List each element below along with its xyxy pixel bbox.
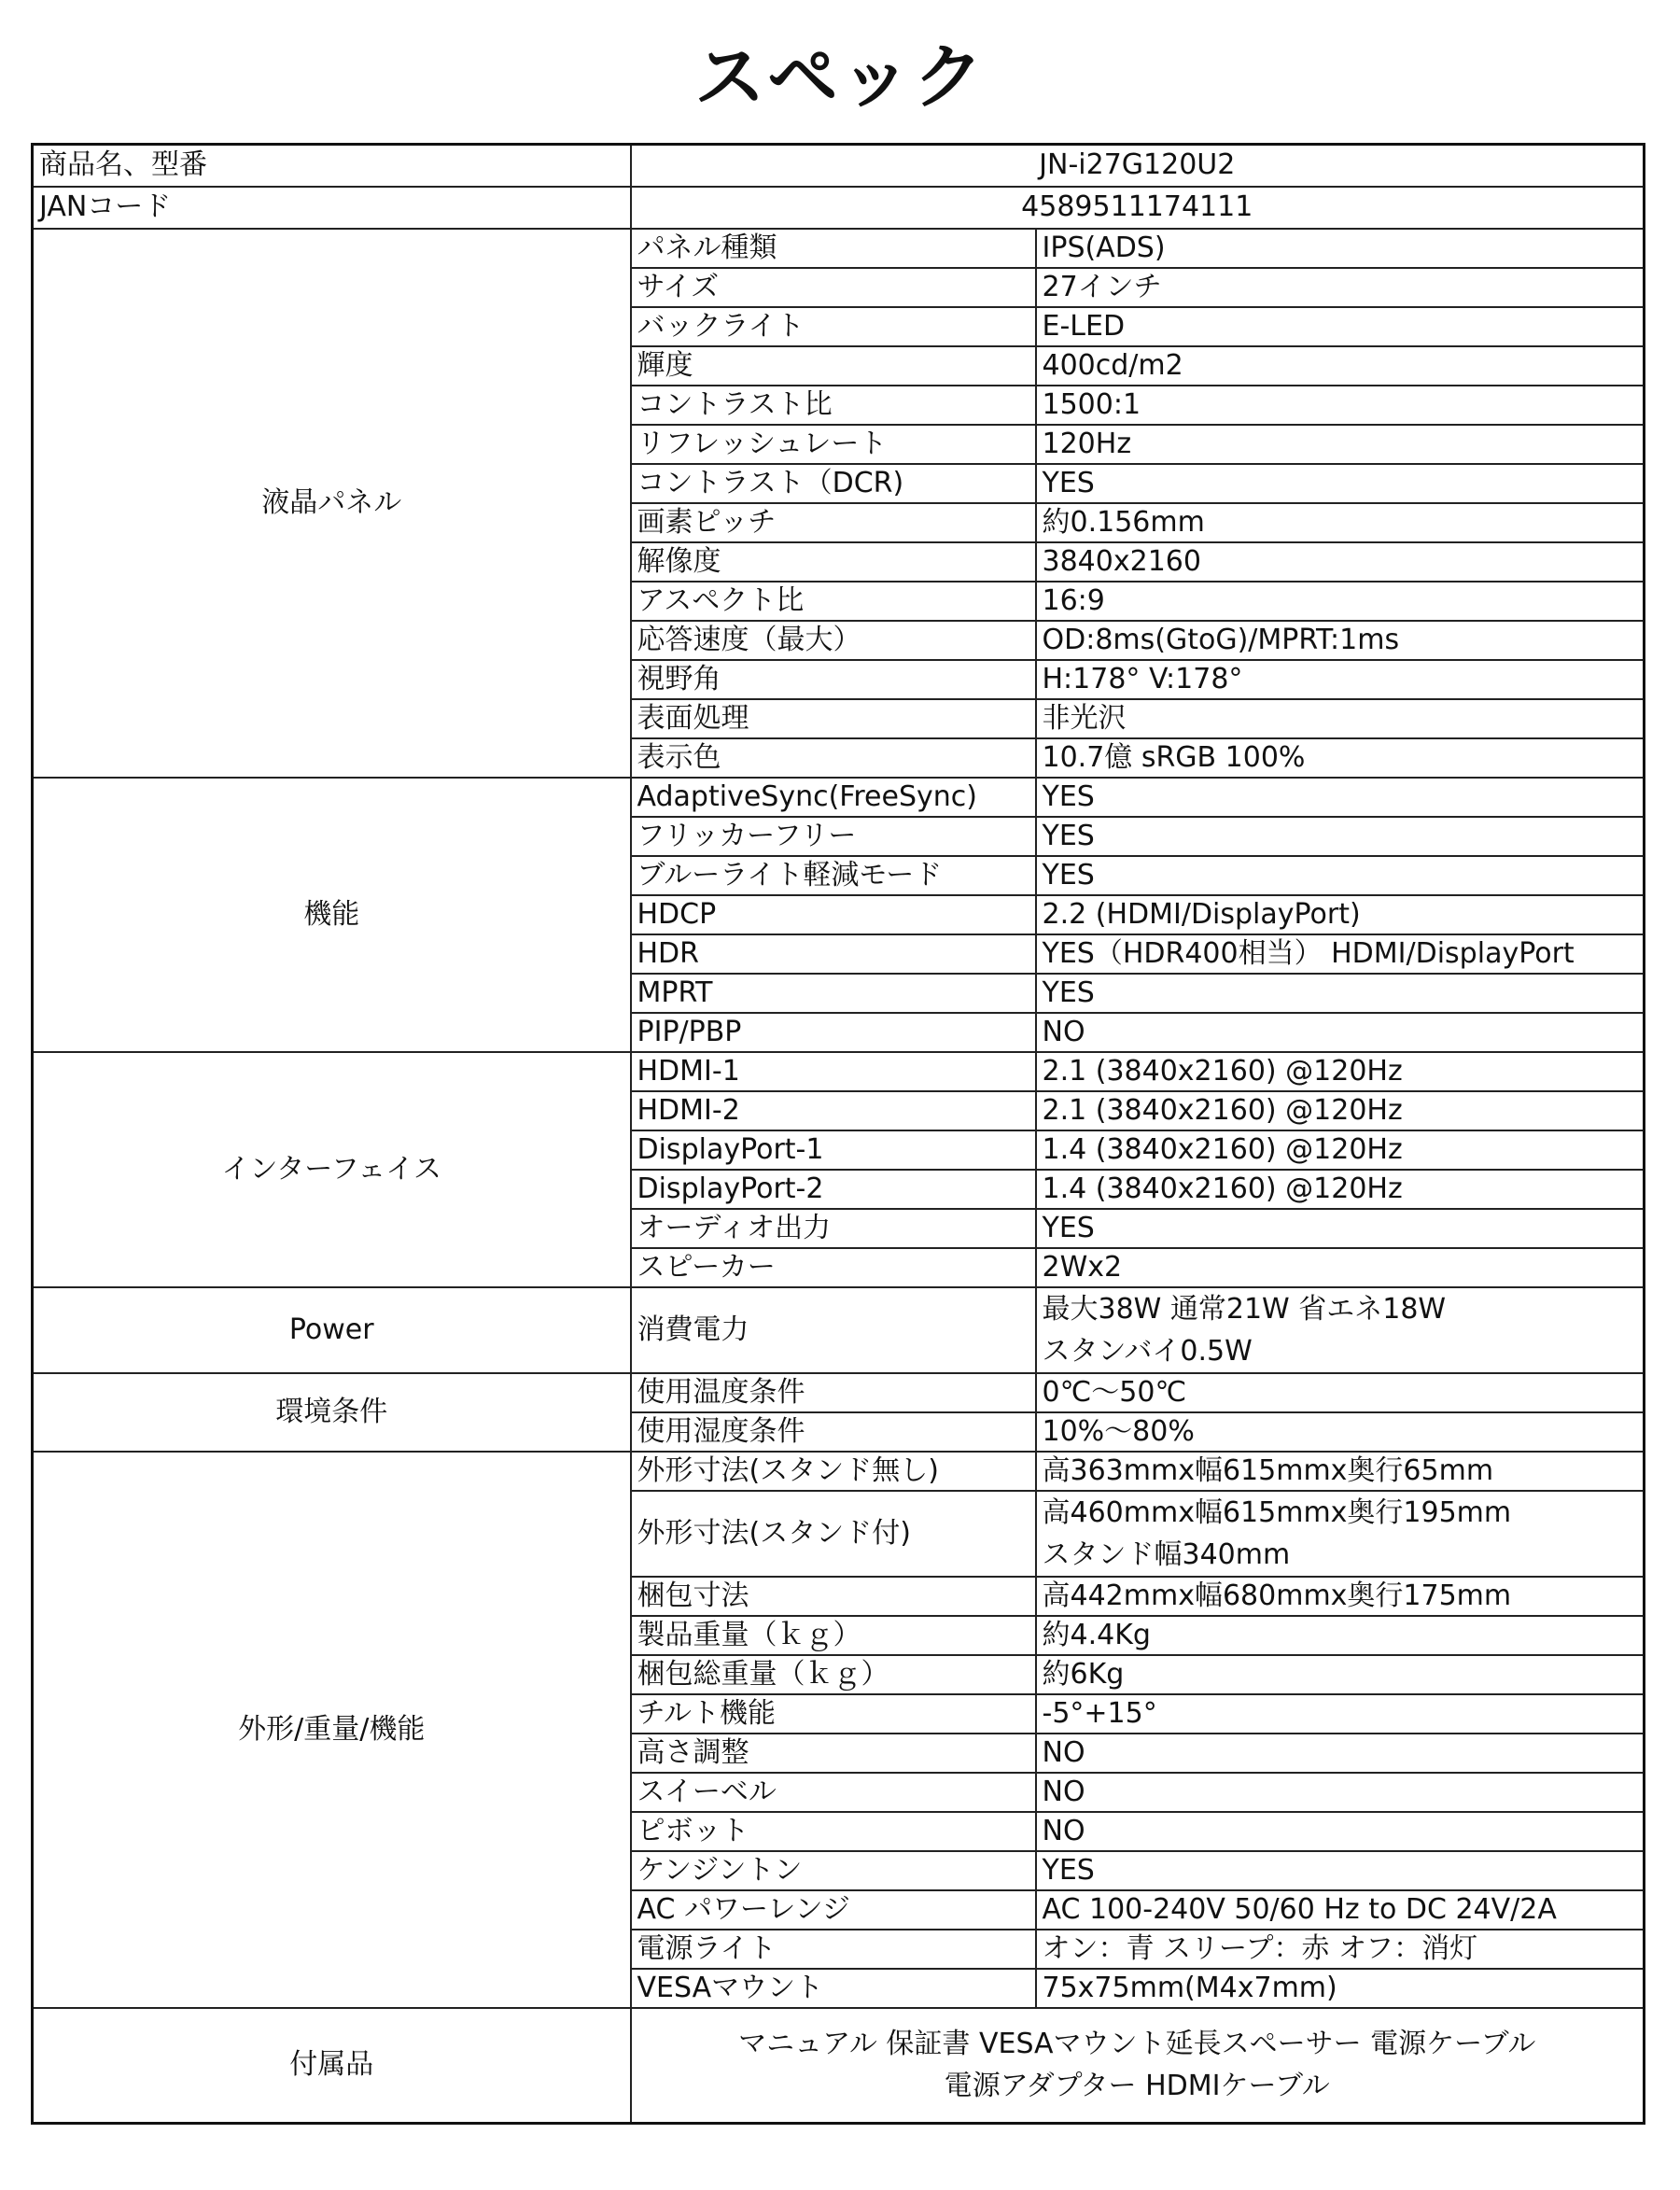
accessories-line: 電源アダプター HDMIケーブル <box>944 2070 1330 2103</box>
table-row <box>33 1373 1645 1412</box>
spec-value-cell <box>1036 778 1645 817</box>
spec-value-cell <box>1036 1577 1645 1616</box>
spec-name: 表面処理 <box>631 699 1036 738</box>
section-label: 外形/重量/機能 <box>33 1452 631 2008</box>
spec-value-cell <box>1036 268 1645 307</box>
spec-name: 高さ調整 <box>631 1734 1036 1773</box>
spec-name: 使用温度条件 <box>631 1373 1036 1412</box>
spec-name: DisplayPort-2 <box>631 1170 1036 1209</box>
accessories-label: 付属品 <box>33 2008 631 2124</box>
spec-value: 約6Kg <box>1042 1657 1125 1691</box>
spec-value: 約0.156mm <box>1042 505 1205 539</box>
section-label: 環境条件 <box>33 1373 631 1452</box>
page-title: スペック <box>694 35 986 119</box>
spec-value: E-LED <box>1042 309 1126 343</box>
spec-value: YES <box>1042 466 1095 499</box>
spec-value-cell <box>1036 229 1645 268</box>
spec-value-cell <box>1036 895 1645 934</box>
spec-name: コントラスト（DCR) <box>631 464 1036 503</box>
spec-name: リフレッシュレート <box>631 425 1036 464</box>
spec-value-cell <box>1036 1248 1645 1287</box>
spec-value-cell <box>1036 699 1645 738</box>
spec-value-cell <box>1036 660 1645 699</box>
spec-value: 75x75mm(M4x7mm) <box>1042 1971 1337 2004</box>
spec-value-cell <box>1036 621 1645 660</box>
spec-value: 2.2 (HDMI/DisplayPort) <box>1042 897 1361 931</box>
table-row <box>33 778 1645 817</box>
spec-value: 最大38W 通常21W 省エネ18W <box>1042 1292 1447 1326</box>
table-row <box>33 145 1645 187</box>
section-label: 液晶パネル <box>33 229 631 778</box>
spec-value: YES <box>1042 1853 1095 1887</box>
spec-name: 製品重量（ｋｇ） <box>631 1616 1036 1655</box>
spec-value: スタンド幅340mm <box>1042 1537 1291 1571</box>
spec-name: ピボット <box>631 1812 1036 1851</box>
spec-name: 消費電力 <box>631 1287 1036 1373</box>
table-row <box>33 1452 1645 1491</box>
spec-name: オーディオ出力 <box>631 1209 1036 1248</box>
table-row <box>33 1052 1645 1091</box>
spec-value-cell <box>1036 1373 1645 1412</box>
spec-name: VESAマウント <box>631 1969 1036 2008</box>
spec-name: AdaptiveSync(FreeSync) <box>631 778 1036 817</box>
spec-value: 1.4 (3840x2160) @120Hz <box>1042 1132 1403 1166</box>
spec-name: フリッカーフリー <box>631 817 1036 856</box>
spec-value-cell <box>1036 582 1645 621</box>
spec-name: アスペクト比 <box>631 582 1036 621</box>
spec-name: ケンジントン <box>631 1851 1036 1890</box>
spec-name: 応答速度（最大） <box>631 621 1036 660</box>
spec-value: 約4.4Kg <box>1042 1618 1151 1651</box>
section-label: インターフェイス <box>33 1052 631 1287</box>
spec-value-cell <box>1036 856 1645 895</box>
spec-name: HDCP <box>631 895 1036 934</box>
spec-value: -5°+15° <box>1042 1696 1157 1730</box>
spec-value-cell <box>1036 346 1645 386</box>
spec-value-cell <box>1036 1773 1645 1812</box>
spec-value-cell <box>1036 1170 1645 1209</box>
spec-value-cell <box>1036 1812 1645 1851</box>
spec-value-cell <box>1036 1890 1645 1930</box>
spec-value: IPS(ADS) <box>1042 231 1166 264</box>
spec-value-cell <box>1036 1287 1645 1373</box>
table-row <box>33 2008 1645 2124</box>
spec-value: 2.1 (3840x2160) @120Hz <box>1042 1093 1403 1127</box>
spec-value-cell <box>1036 464 1645 503</box>
spec-name: 視野角 <box>631 660 1036 699</box>
spec-name: スイーベル <box>631 1773 1036 1812</box>
section-label: Power <box>33 1287 631 1373</box>
spec-value: YES（HDR400相当） HDMI/DisplayPort <box>1042 936 1575 970</box>
spec-value-cell <box>1036 1052 1645 1091</box>
spec-value-cell <box>1036 1091 1645 1130</box>
spec-name: 輝度 <box>631 346 1036 386</box>
spec-value-cell <box>1036 425 1645 464</box>
spec-value: NO <box>1042 1814 1085 1847</box>
spec-value: H:178° V:178° <box>1042 662 1243 695</box>
spec-value: 非光沢 <box>1042 701 1127 735</box>
spec-name: MPRT <box>631 974 1036 1013</box>
spec-name: 電源ライト <box>631 1930 1036 1969</box>
spec-name: 表示色 <box>631 738 1036 778</box>
spec-value-cell <box>1036 817 1645 856</box>
spec-value: 高460mmx幅615mmx奥行195mm <box>1042 1495 1512 1529</box>
spec-value-cell <box>1036 386 1645 425</box>
spec-name: コントラスト比 <box>631 386 1036 425</box>
spec-value-cell <box>1036 1491 1645 1577</box>
spec-value: NO <box>1042 1775 1085 1808</box>
spec-value: 27インチ <box>1042 270 1162 303</box>
spec-value: 1.4 (3840x2160) @120Hz <box>1042 1172 1403 1205</box>
accessories-line: マニュアル 保証書 VESAマウント延長スペーサー 電源ケーブル <box>738 2028 1536 2061</box>
spec-label: 商品名、型番 <box>33 145 631 187</box>
spec-label: JANコード <box>33 187 631 229</box>
spec-value: 10.7億 sRGB 100% <box>1042 740 1306 774</box>
spec-value: 120Hz <box>1042 427 1132 460</box>
spec-value: 2Wx2 <box>1042 1250 1123 1284</box>
spec-value: 3840x2160 <box>1042 544 1201 578</box>
spec-value-cell <box>1036 1616 1645 1655</box>
spec-value: JN-i27G120U2 <box>631 145 1645 187</box>
table-row <box>33 187 1645 229</box>
spec-name: パネル種類 <box>631 229 1036 268</box>
spec-value: 0℃～50℃ <box>1042 1375 1187 1409</box>
spec-value: 10%～80% <box>1042 1414 1195 1448</box>
spec-value: AC 100-240V 50/60 Hz to DC 24V/2A <box>1042 1892 1557 1926</box>
spec-value: 2.1 (3840x2160) @120Hz <box>1042 1054 1403 1088</box>
spec-value-cell <box>1036 503 1645 542</box>
spec-value: NO <box>1042 1015 1085 1048</box>
spec-value: YES <box>1042 779 1095 813</box>
spec-value-cell <box>1036 1452 1645 1491</box>
spec-value: オン：青 スリープ：赤 オフ：消灯 <box>1042 1931 1478 1965</box>
spec-name: 外形寸法(スタンド無し) <box>631 1452 1036 1491</box>
spec-value-cell <box>1036 1013 1645 1052</box>
spec-value: YES <box>1042 976 1095 1009</box>
spec-name: 外形寸法(スタンド付) <box>631 1491 1036 1577</box>
spec-value-cell <box>1036 1655 1645 1694</box>
spec-value-cell <box>1036 934 1645 974</box>
spec-value-cell <box>1036 1930 1645 1969</box>
spec-value-cell <box>1036 1851 1645 1890</box>
spec-value: 高363mmx幅615mmx奥行65mm <box>1042 1453 1494 1487</box>
spec-value-cell <box>1036 974 1645 1013</box>
spec-value: OD:8ms(GtoG)/MPRT:1ms <box>1042 623 1400 656</box>
spec-value-cell <box>1036 1130 1645 1170</box>
spec-value: YES <box>1042 1211 1095 1244</box>
spec-value: 16:9 <box>1042 583 1105 617</box>
spec-value-cell <box>1036 307 1645 346</box>
spec-value-cell <box>1036 542 1645 582</box>
spec-value-cell <box>1036 738 1645 778</box>
spec-name: AC パワーレンジ <box>631 1890 1036 1930</box>
spec-name: 画素ピッチ <box>631 503 1036 542</box>
table-row <box>33 1287 1645 1373</box>
spec-value-cell <box>1036 1734 1645 1773</box>
table-row <box>33 229 1645 268</box>
spec-name: HDR <box>631 934 1036 974</box>
spec-name: バックライト <box>631 307 1036 346</box>
spec-name: DisplayPort-1 <box>631 1130 1036 1170</box>
spec-value-cell <box>1036 1694 1645 1734</box>
spec-name: 解像度 <box>631 542 1036 582</box>
spec-table <box>31 143 1645 2125</box>
spec-value-cell <box>1036 1969 1645 2008</box>
spec-name: HDMI-1 <box>631 1052 1036 1091</box>
spec-name: ブルーライト軽減モード <box>631 856 1036 895</box>
spec-name: スピーカー <box>631 1248 1036 1287</box>
spec-value: YES <box>1042 858 1095 891</box>
spec-name: PIP/PBP <box>631 1013 1036 1052</box>
spec-name: 使用湿度条件 <box>631 1412 1036 1452</box>
spec-value: 400cd/m2 <box>1042 348 1183 382</box>
spec-value-cell <box>1036 1209 1645 1248</box>
spec-name: 梱包寸法 <box>631 1577 1036 1616</box>
accessories-value <box>631 2008 1645 2124</box>
spec-value: 4589511174111 <box>631 187 1645 229</box>
spec-value: 1500:1 <box>1042 387 1141 421</box>
spec-value: YES <box>1042 819 1095 852</box>
spec-name: HDMI-2 <box>631 1091 1036 1130</box>
spec-value: NO <box>1042 1735 1085 1769</box>
spec-value: 高442mmx幅680mmx奥行175mm <box>1042 1579 1512 1612</box>
spec-name: チルト機能 <box>631 1694 1036 1734</box>
spec-value-cell <box>1036 1412 1645 1452</box>
spec-value: スタンバイ0.5W <box>1042 1334 1253 1368</box>
section-label: 機能 <box>33 778 631 1052</box>
spec-name: 梱包総重量（ｋｇ） <box>631 1655 1036 1694</box>
spec-name: サイズ <box>631 268 1036 307</box>
